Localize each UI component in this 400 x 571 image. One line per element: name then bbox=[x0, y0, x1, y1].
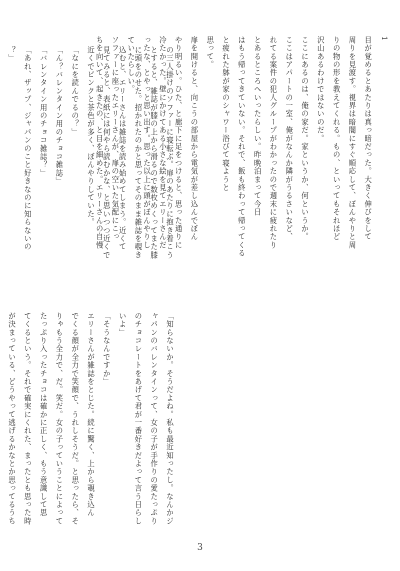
text-column: 扉を開けると、向こうの部屋から電気が差し込んでぼん bbox=[190, 36, 200, 241]
text-column: に頭をのせた。招かれたのかと思ってそのまま雑誌を覗き bbox=[134, 46, 144, 260]
dialog-line: 「バレンタイン用のチョコ雑誌？」 bbox=[39, 46, 49, 178]
text-column: が決まっている、どうやって逃げるかなとか思ってるうち bbox=[8, 312, 18, 526]
text-column: ちを向いて、起きたの、と目を細めた。エリーさんの自慢 bbox=[95, 36, 105, 250]
dialog-line: ？」 bbox=[8, 46, 18, 63]
dialog-line: 「知らないか。そうだよね。私も最近知ったし。なんかジ bbox=[166, 312, 175, 526]
text-column: りゃもう全力で、だ。笑だ。女の子っていうことによって bbox=[55, 312, 65, 526]
left-text-block-top bbox=[2, 46, 178, 275]
text-column: ソファーに座ったエリーさんが、扉の空いた気配にこっ bbox=[111, 36, 121, 241]
text-column: たっぷり入ったチョコは確かに正しく、もう意識して思 bbox=[39, 312, 49, 517]
text-column: の三人掛けのソファーに寝転ぶ。扉のあたりに抱き着こう bbox=[166, 46, 175, 260]
text-column: 思って。 bbox=[206, 36, 216, 69]
dialog-line: のチョコレートをあげて君が一番好きだよって言う日らし bbox=[134, 312, 144, 526]
text-column: ていたらしい。 bbox=[127, 36, 137, 94]
text-column: ここにあるのは、俺の家だ。家というか、何というか。 bbox=[301, 36, 311, 241]
text-column: はもう帰ってきていない。それで、飯も終わって帰ってくる bbox=[237, 36, 247, 258]
text-column: エリーさんが雑誌をとじた。続に驚く、上から覗き込ん bbox=[87, 312, 97, 517]
text-column: とすると、雑誌が膝の上から滑るので数枚めくってまた膝 bbox=[150, 46, 160, 260]
text-column: れてる案件の犯人グループがわかったので週末に疲れたり bbox=[269, 36, 279, 250]
page-number: 3 bbox=[197, 543, 203, 553]
text-column: ここはアパートの一室、俺がなんか隣がうるさいなど、 bbox=[285, 36, 295, 241]
dialog-line: いよ」 bbox=[118, 312, 128, 337]
text-column: とあるところへいったらしい。昨晩泊まって今日 bbox=[253, 36, 263, 217]
text-column: と疲れた躰が家のシャワー浴びて寝ようと bbox=[222, 36, 232, 192]
dialog-line: ャパンのバレンタインって、女の子が手作りの愛たっぷり bbox=[150, 312, 160, 526]
text-column: ったな、とやっと思い出す。思った以上に頭がぼんやりし bbox=[143, 36, 153, 250]
text-column: でくる顔が全力で笑顔で、うれしそうだ。と思ったら、そ bbox=[71, 312, 81, 526]
text-column: 見てみると、表紙には何やら読むかな、と思いつつ近くで bbox=[102, 46, 112, 260]
dialog-line: 「あれ、ザップ、ジャパンのこと好きなのに知らないの bbox=[23, 46, 33, 251]
left-text-block-bottom bbox=[8, 312, 178, 526]
chapter-number: 1 bbox=[380, 36, 389, 42]
dialog-line: 「そうなんですか」 bbox=[102, 312, 112, 386]
text-column: 周りを見渡す。視界は暗闇にすぐ順応して、ぼんやりと周 bbox=[348, 36, 358, 250]
text-column: 沢山あるわけではないのだ。 bbox=[316, 36, 326, 143]
text-column: やり明るい。ひた、と廊下に足をつけると、思った通りに bbox=[174, 36, 184, 250]
text-column: てくるという。それで確実にくれた、まったとも思った時 bbox=[23, 312, 33, 526]
text-column: 近くでピンクと茶色が多く、ぼんやりしていた。 bbox=[87, 46, 97, 227]
dialog-line: 「なにを読んでるの？」 bbox=[71, 46, 81, 137]
text-column: 目が覚めるとあたりは真っ暗だった。大きく伸びをして bbox=[364, 36, 374, 241]
dialog-line: 「ん？バレンタイン用のチョコ雑誌」 bbox=[55, 46, 65, 186]
text-column: 冷たかった。壁にかけてある小さな絵を見てエリーさんだ bbox=[158, 36, 168, 250]
text-column: 込むと、エリーさんは雑誌を読み始めてしまう。近くて bbox=[118, 46, 128, 251]
text-column: りの物の形を教えてくれる。もの、といってもそれほど bbox=[332, 36, 342, 241]
